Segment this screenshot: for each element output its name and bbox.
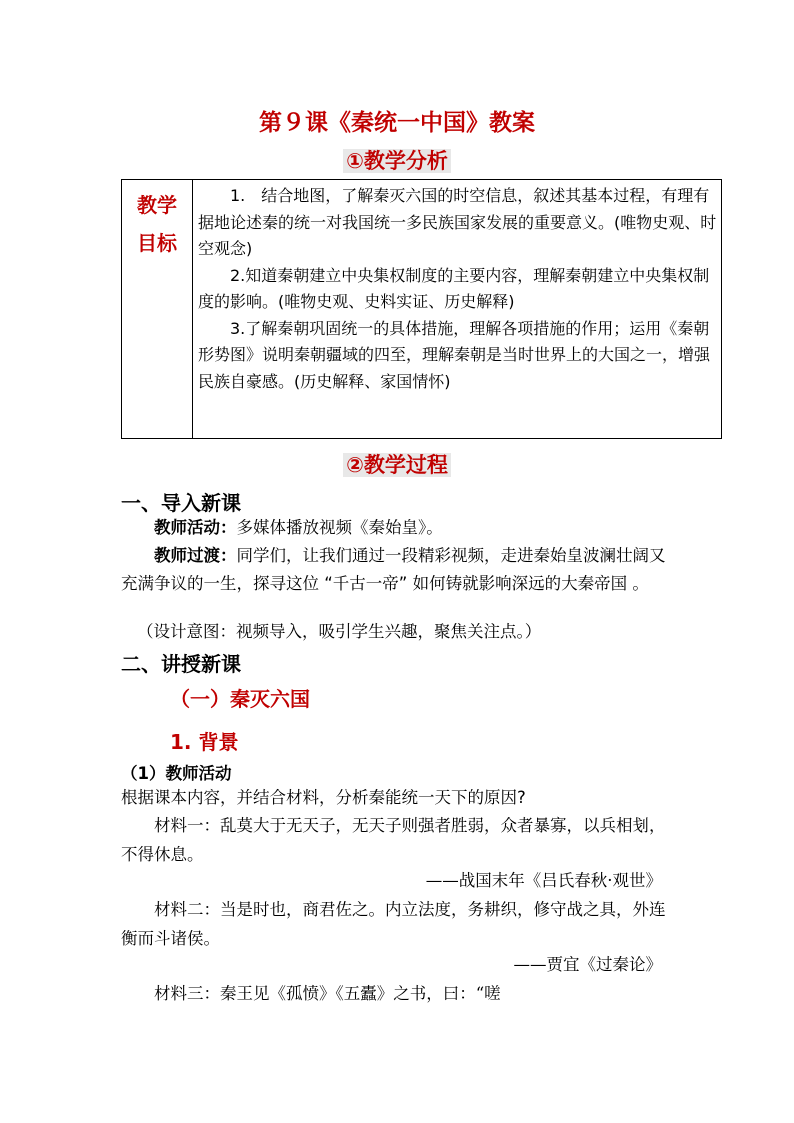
objectives-content <box>193 180 721 438</box>
material-2: 材料二：当是时也，商君佐之。内立法度，务耕织，修守战之具，外连衡而斗诸侯。 <box>121 900 666 948</box>
teacher-transition-label: 教师过渡： <box>154 546 237 565</box>
subheading-teacher-activity: （1）教师活动 <box>121 764 232 783</box>
heading-new-lesson: 二、讲授新课 <box>121 652 241 676</box>
teacher-transition-text: 同学们，让我们通过一段精彩视频，走进秦始皇波澜壮阔又充满争议的一生，探寻这位 “千古一帝” 如何铸就影响深远的大秦帝国 。 <box>121 546 666 593</box>
section-teaching-process <box>0 449 794 479</box>
teacher-activity-label: 教师活动： <box>154 518 237 537</box>
subheading-background: 1. 背景 <box>170 730 239 754</box>
teacher-activity-text: 多媒体播放视频《秦始皇》。 <box>236 518 443 537</box>
design-note: （设计意图：视频导入，吸引学生兴趣，聚焦关注点。） <box>137 622 542 641</box>
teacher-transition <box>121 542 666 598</box>
material-1: 材料一：乱莫大于无天子，无天子则强者胜弱，众者暴寡，以兵相刬，不得休息。 <box>121 816 666 864</box>
material-1-source: ——战国末年《吕氏春秋·观世》 <box>425 871 662 890</box>
objective-item-1: 1. 结合地图，了解秦灭六国的时空信息，叙述其基本过程，有理有据地论述秦的统一对我国统一多民族国家发展的重要意义。(唯物史观、时空观念) <box>198 186 717 258</box>
subheading-qin-conquest: （一）秦灭六国 <box>170 687 310 711</box>
document-title: 第９课《秦统一中国》教案 <box>259 110 535 136</box>
objectives-table <box>121 179 722 439</box>
objectives-label-line1: 教学 <box>137 193 177 217</box>
objective-item-2: 2.知道秦朝建立中央集权制度的主要内容，理解秦朝建立中央集权制度的影响。(唯物史观、史料实证、历史解释) <box>198 265 710 311</box>
section-teaching-analysis <box>0 145 794 175</box>
material-3: 材料三：秦王见《孤愤》《五蠹》之书，曰：“嗟 <box>154 984 501 1003</box>
material-2-source: ——贾宜《过秦论》 <box>513 955 662 974</box>
objectives-label <box>122 180 193 438</box>
teacher-activity <box>121 514 666 542</box>
analysis-question: 根据课本内容，并结合材料，分析秦能统一天下的原因? <box>121 788 526 807</box>
objective-item-3: 3.了解秦朝巩固统一的具体措施，理解各项措施的作用；运用《秦朝形势图》说明秦朝疆域的四至，理解秦朝是当时世界上的大国之一，增强民族自豪感。(历史解释、家国情怀) <box>198 318 711 391</box>
objectives-label-line2: 目标 <box>137 231 177 255</box>
section-teaching-analysis-label: ①教学分析 <box>343 149 451 173</box>
section-teaching-process-label: ②教学过程 <box>343 453 451 477</box>
heading-introduction: 一、导入新课 <box>121 491 241 515</box>
